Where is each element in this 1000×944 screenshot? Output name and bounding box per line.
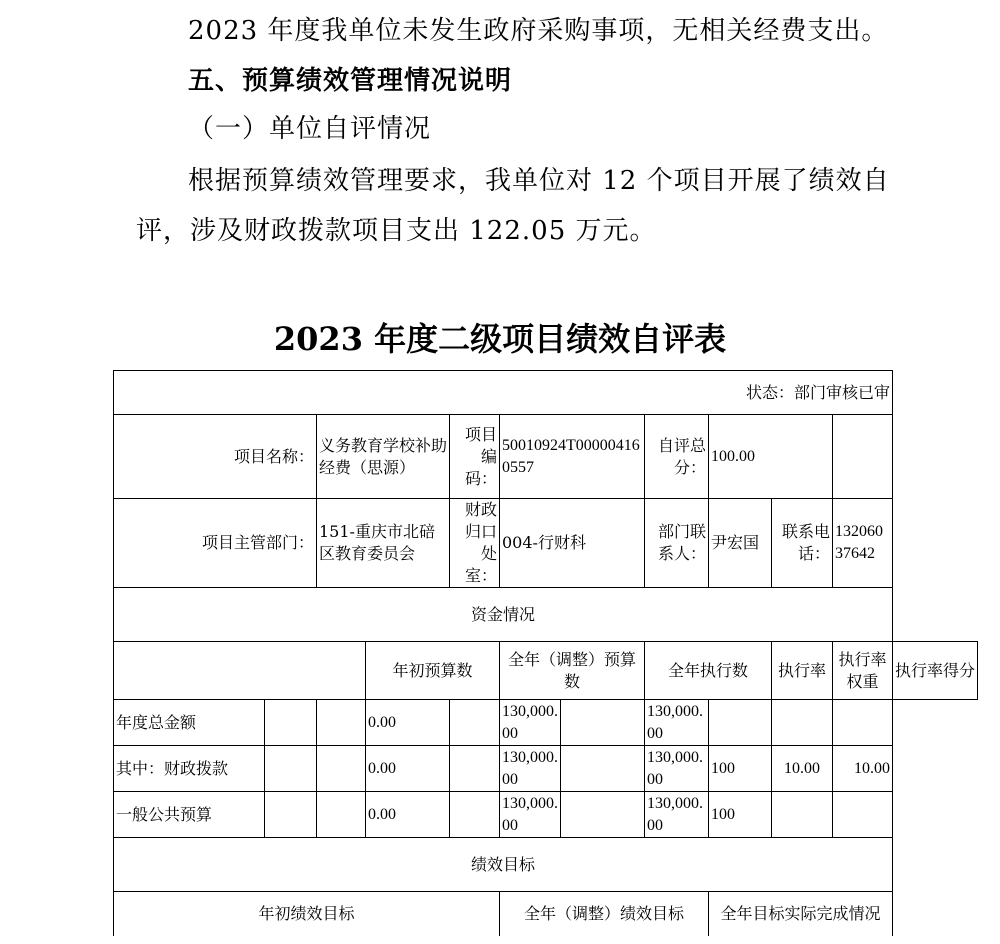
empty-cell (450, 792, 500, 838)
table-row (114, 700, 978, 746)
contact-person-value: 尹宏国 (709, 499, 772, 588)
empty-cell (833, 415, 893, 499)
rate-score-value: 10.00 (833, 746, 893, 792)
execution-rate-value: 100 (709, 792, 772, 838)
project-name-value: 义务教育学校补助经费（思源） (317, 415, 450, 499)
performance-table (113, 370, 978, 936)
col-execution-rate: 执行率 (772, 642, 833, 700)
empty-cell (450, 746, 500, 792)
performance-columns-row (114, 892, 978, 936)
execution-rate-value (709, 700, 772, 746)
rate-weight-value (772, 792, 833, 838)
project-code-value: 50010924T000004160557 (500, 415, 645, 499)
self-score-value: 100.00 (709, 415, 833, 499)
performance-header-row (114, 838, 978, 892)
rate-weight-value: 10.00 (772, 746, 833, 792)
empty-cell (561, 746, 645, 792)
status-row (114, 371, 978, 415)
phone-label: 联系电话： (772, 499, 833, 588)
paragraph-procurement: 2023 年度我单位未发生政府采购事项，无相关经费支出。 (188, 16, 889, 46)
adjusted-budget-value: 130,000.00 (500, 792, 561, 838)
empty-cell (561, 792, 645, 838)
empty-cell (265, 746, 317, 792)
section-heading-5: 五、预算绩效管理情况说明 (188, 66, 513, 96)
empty-cell (561, 700, 645, 746)
executed-value: 130,000.00 (645, 746, 709, 792)
empty-cell (450, 700, 500, 746)
funds-section-header: 资金情况 (114, 588, 893, 642)
contact-person-label: 部门联系人： (645, 499, 709, 588)
table-row (114, 746, 978, 792)
row-label: 一般公共预算 (114, 792, 265, 838)
empty-cell (317, 746, 366, 792)
empty-cell (317, 700, 366, 746)
rate-weight-value (772, 700, 833, 746)
project-code-label: 项目编码： (450, 415, 500, 499)
col-rate-weight: 执行率权重 (833, 642, 893, 700)
status-text: 状态：部门审核已审 (114, 371, 893, 415)
paragraph-evaluation-line-2: 评，涉及财政拨款项目支出 122.05 万元。 (136, 216, 657, 246)
col-adjusted-budget: 全年（调整）预算数 (500, 642, 645, 700)
row-label: 其中：财政拨款 (114, 746, 265, 792)
project-name-label: 项目名称： (114, 415, 317, 499)
rate-score-value (833, 700, 893, 746)
row-label: 年度总金额 (114, 700, 265, 746)
self-score-label: 自评总分： (645, 415, 709, 499)
rate-score-value (833, 792, 893, 838)
funds-corner-cell (114, 642, 366, 700)
empty-cell (317, 792, 366, 838)
funds-header-row (114, 588, 978, 642)
adjusted-budget-value: 130,000.00 (500, 746, 561, 792)
executed-value: 130,000.00 (645, 792, 709, 838)
phone-value: 13206037642 (833, 499, 893, 588)
subsection-heading-1: （一）单位自评情况 (188, 114, 432, 144)
col-initial-budget: 年初预算数 (366, 642, 500, 700)
empty-cell (265, 700, 317, 746)
col-executed: 全年执行数 (645, 642, 772, 700)
finance-office-label: 财政归口处室： (450, 499, 500, 588)
table-row (114, 792, 978, 838)
col-initial-performance-target: 年初绩效目标 (114, 892, 500, 936)
department-label: 项目主管部门： (114, 499, 317, 588)
paragraph-evaluation-line-1: 根据预算绩效管理要求，我单位对 12 个项目开展了绩效自 (188, 166, 890, 196)
adjusted-budget-value: 130,000.00 (500, 700, 561, 746)
department-value: 151-重庆市北碚区教育委员会 (317, 499, 450, 588)
col-adjusted-performance-target: 全年（调整）绩效目标 (500, 892, 709, 936)
executed-value: 130,000.00 (645, 700, 709, 746)
project-info-row (114, 415, 978, 499)
execution-rate-value: 100 (709, 746, 772, 792)
finance-office-value: 004-行财科 (500, 499, 645, 588)
initial-budget-value: 0.00 (366, 746, 450, 792)
performance-section-header: 绩效目标 (114, 838, 893, 892)
department-info-row (114, 499, 978, 588)
table-title: 2023 年度二级项目绩效自评表 (273, 320, 727, 358)
funds-columns-row (114, 642, 978, 700)
col-actual-completion: 全年目标实际完成情况 (709, 892, 893, 936)
col-rate-score: 执行率得分 (893, 642, 978, 700)
empty-cell (265, 792, 317, 838)
initial-budget-value: 0.00 (366, 700, 450, 746)
initial-budget-value: 0.00 (366, 792, 450, 838)
